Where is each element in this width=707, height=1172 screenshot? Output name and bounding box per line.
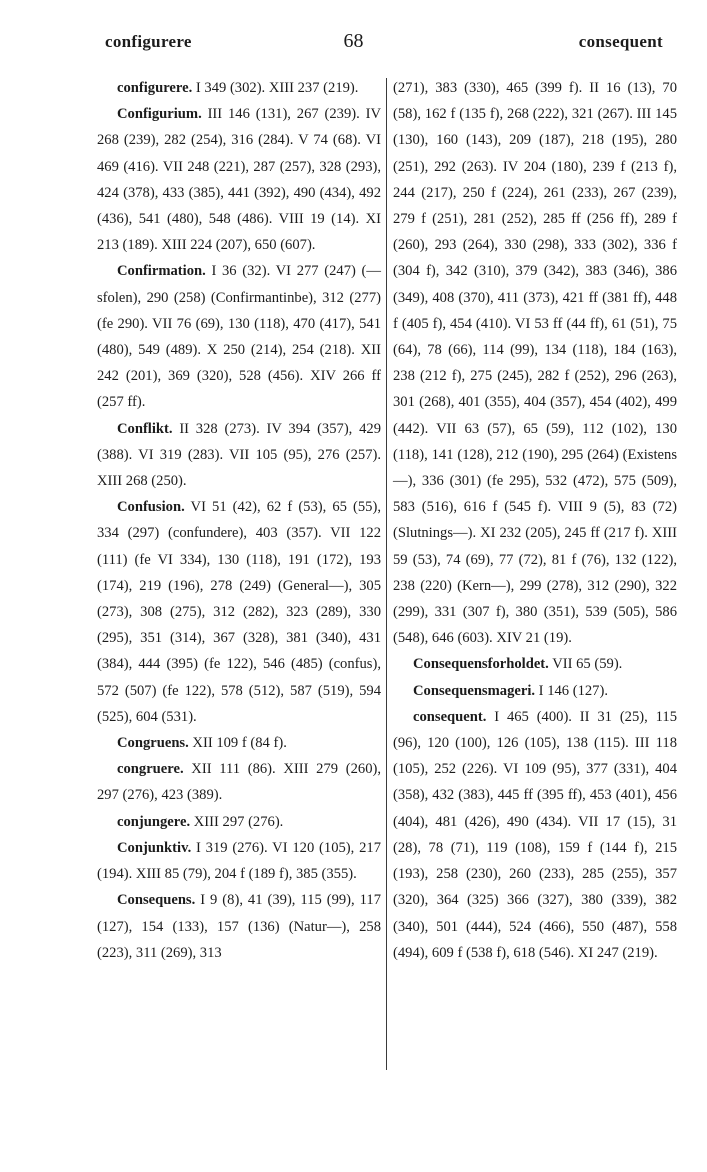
entry-headword: conjungere. [117, 813, 191, 830]
entry-headword: configurere. [117, 80, 193, 96]
entry-references: I 146 (127). [535, 682, 608, 699]
index-entry [97, 494, 381, 730]
running-head-right: consequent [578, 32, 663, 51]
entry-headword: congruere. [117, 761, 184, 778]
entry-headword: Conflikt. [117, 420, 173, 437]
index-entry [97, 835, 381, 887]
entry-references: I 465 (400). II 31 (25), 115 (96), 120 (100), 126 (105), 138 (115). III 118 (105), 252 (226). VI 109 (95), 377 (331), 404 (358), 432 (383), 445 ff (395 ff), 453 (401), 456 (404), 481 (426), 490 (434). VII 17 (15), 31 (28), 78 (71), 119 (108), 159 f (144 f), 215 (193), 258 (230), 260 (233), 285 (255), 357 (320), 364 (325) 366 (327), 380 (339), 382 (340), 501 (444), 524 (466), 550 (487), 558 (494), 609 f (538 f), 618 (546). XI 247 (219). [393, 708, 677, 961]
entry-headword: Consequensmageri. [413, 682, 536, 699]
entry-references: XIII 297 (276). [190, 813, 284, 830]
entry-references: I 349 (302). XIII 237 (219). [192, 80, 359, 96]
index-entry-continued [393, 75, 677, 651]
index-entry [97, 887, 381, 966]
index-entry [97, 75, 381, 101]
entry-references: VI 51 (42), 62 f (53), 65 (55), 334 (297) (confundere), 403 (357). VII 122 (111) (fe VI 334), 130 (118), 191 (172), 193 (174), 219 (196), 278 (249) (General—), 305 (273), 308 (275), 312 (282), 323 (289), 330 (295), 351 (314), 367 (328), 381 (340), 431 (384), 444 (395) (fe 122), 546 (485) (confus), 572 (507) (fe 122), 578 (512), 587 (519), 594 (525), 604 (531). [97, 499, 381, 725]
index-entry [393, 678, 677, 704]
entry-references: I 319 (276). VI 120 (105), 217 (194). XIII 85 (79), 204 f (189 f), 385 (355). [97, 839, 381, 883]
index-entry [393, 704, 677, 966]
entry-headword: Configurium. [117, 106, 202, 123]
index-entry [97, 101, 381, 258]
index-entry [97, 416, 381, 495]
page-number: 68 [343, 30, 364, 52]
entry-headword: Consequens. [117, 892, 196, 909]
entry-references: I 9 (8), 41 (39), 115 (99), 117 (127), 154 (133), 157 (136) (Natur—), 258 (223), 311 (269), 313 [97, 892, 381, 961]
entry-headword: Congruens. [117, 735, 189, 752]
index-entry [97, 730, 381, 756]
entry-references: (271), 383 (330), 465 (399 f). II 16 (13), 70 (58), 162 f (135 f), 268 (222), 321 (267). III 145 (130), 160 (143), 209 (187), 218 (195), 280 (251), 292 (263). IV 204 (180), 239 f (213 f), 244 (217), 250 f (224), 261 (233), 267 (239), 279 f (251), 281 (252), 285 ff (256 ff), 289 f (260), 293 (264), 330 (298), 333 (302), 336 f (304 f), 342 (310), 379 (342), 383 (346), 386 (349), 408 (370), 411 (373), 421 ff (381 ff), 448 f (405 f), 454 (410). VI 53 ff (44 ff), 61 (51), 75 (64), 78 (66), 114 (99), 134 (118), 184 (163), 238 (212 f), 275 (245), 282 f (252), 296 (263), 301 (268), 401 (355), 404 (357), 454 (402), 499 (442). VII 63 (57), 65 (59), 112 (102), 130 (118), 141 (128), 212 (190), 295 (264) (Existens—), 336 (301) (fe 295), 532 (472), 575 (509), 583 (516), 616 f (545 f). VIII 9 (5), 83 (72) (Slutnings—). XI 232 (205), 245 ff (217 f). XIII 59 (53), 74 (69), 77 (72), 81 f (76), 132 (122), 238 (220) (Kern—), 299 (278), 312 (290), 322 (299), 331 (307 f), 380 (351), 539 (505), 586 (548), 646 (603). XIV 21 (19). [393, 80, 677, 647]
entry-headword: Confusion. [117, 499, 185, 516]
entry-references: II 328 (273). IV 394 (357), 429 (388). VI 319 (283). VII 105 (95), 276 (257). XIII 268 (250). [97, 420, 381, 490]
index-entry [393, 651, 677, 677]
column-divider [386, 78, 387, 1070]
entry-headword: Conjunktiv. [117, 839, 192, 856]
running-head-left: configurere [105, 32, 192, 51]
entry-references: I 36 (32). VI 277 (247) (—sfolen), 290 (258) (Confirmantinbe), 312 (277) (fe 290). VII 76 (69), 130 (118), 470 (417), 541 (480), 549 (489). X 250 (214), 254 (218). XII 242 (201), 369 (320), 528 (456). XIV 266 ff (257 ff). [97, 263, 381, 411]
entry-references: III 146 (131), 267 (239). IV 268 (239), 282 (254), 316 (284). V 74 (68). VI 469 (416). VII 248 (221), 287 (257), 328 (293), 424 (378), 433 (385), 441 (392), 490 (434), 492 (436), 541 (480), 548 (486). VIII 19 (14). XI 213 (189). XIII 224 (207), 650 (607). [97, 106, 381, 254]
page-header [0, 0, 707, 60]
entry-headword: Confirmation. [117, 263, 206, 280]
index-entry [97, 756, 381, 808]
entry-references: XII 111 (86). XIII 279 (260), 297 (276), 423 (389). [97, 761, 381, 804]
entry-references: VII 65 (59). [548, 656, 623, 673]
right-column [393, 75, 677, 966]
entry-headword: Consequensforholdet. [413, 656, 549, 673]
entry-headword: consequent. [413, 708, 487, 725]
entry-references: XII 109 f (84 f). [188, 735, 287, 752]
left-column [97, 75, 381, 966]
index-entry [97, 258, 381, 415]
index-entry [97, 809, 381, 835]
